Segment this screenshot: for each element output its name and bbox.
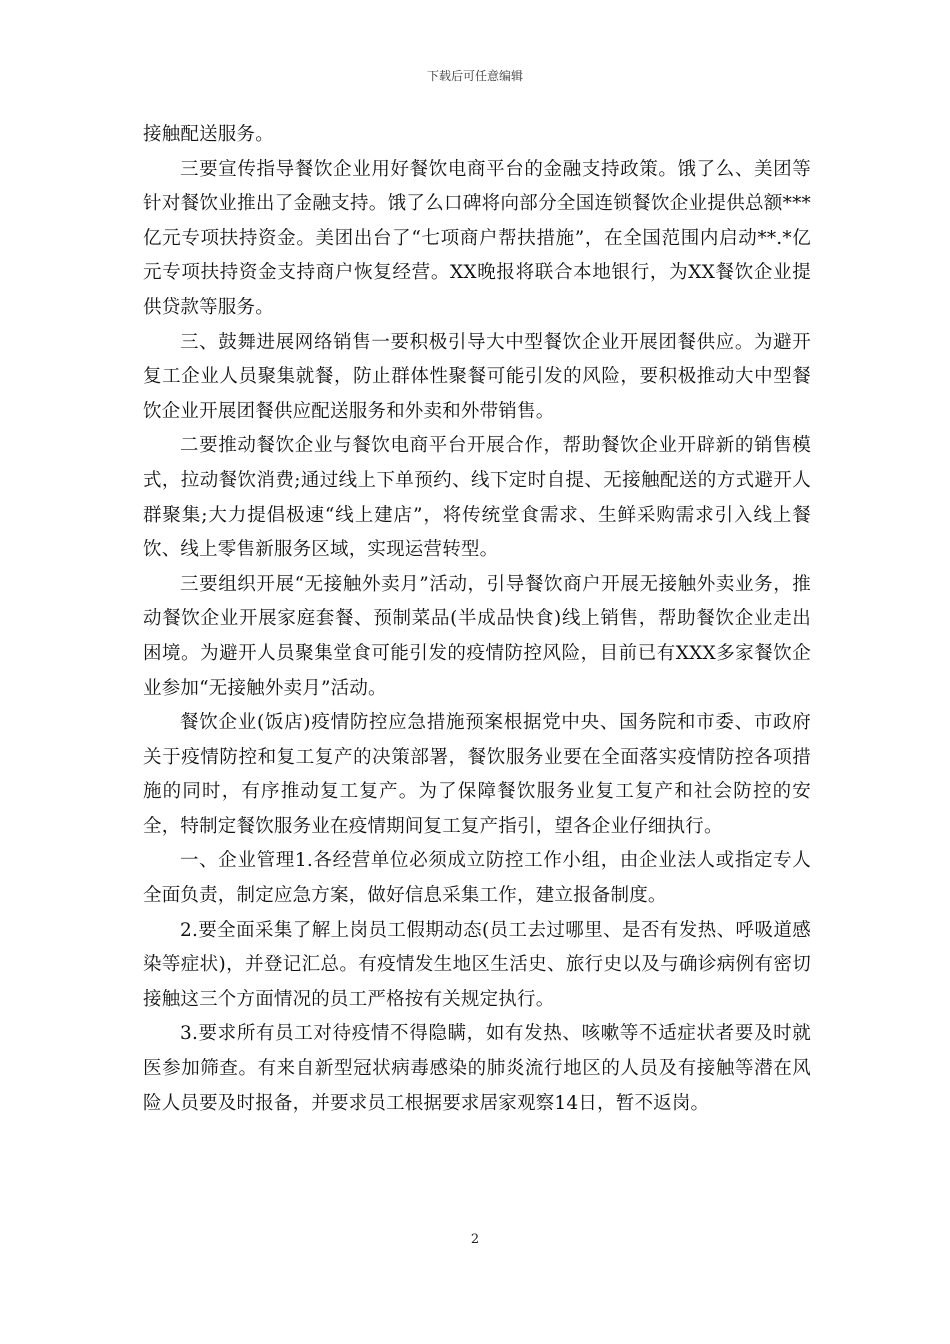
- paragraph-1: 接触配送服务。: [143, 124, 274, 145]
- paragraph-3: 三、鼓舞进展网络销售一要积极引导大中型餐饮企业开展团餐供应。为避开复工企业人员聚集就餐，防止群体性聚餐可能引发的风险，要积极推动大中型餐饮企业开展团餐供应配送服务和外卖和外带销售。: [143, 331, 811, 422]
- page-header: 下载后可任意编辑: [426, 69, 523, 83]
- paragraph-5: 三要组织开展“无接触外卖月”活动，引导餐饮商户开展无接触外卖业务，推动餐饮企业开展家庭套餐、预制菜品(半成品快食)线上销售，帮助餐饮企业走出困境。为避开人员聚集堂食可能引发的疫情防控风险，目前已有XXX多家餐饮企业参加“无接触外卖月”活动。: [143, 573, 811, 699]
- paragraph-4: 二要推动餐饮企业与餐饮电商平台开展合作，帮助餐饮企业开辟新的销售模式，拉动餐饮消费;通过线上下单预约、线下定时自提、无接触配送的方式避开人群聚集;大力提倡极速“线上建店”，将传统堂食需求、生鲜采购需求引入线上餐饮、线上零售新服务区域，实现运营转型。: [143, 435, 811, 561]
- paragraph-9: 3.要求所有员工对待疫情不得隐瞒，如有发热、咳嗽等不适症状者要及时就医参加筛查。有来自新型冠状病毒感染的肺炎流行地区的人员及有接触等潜在风险人员要及时报备，并要求员工根据要求居家观察14日，暂不返岗。: [143, 1023, 811, 1114]
- document-body: [143, 118, 811, 1121]
- paragraph-8: 2.要全面采集了解上岗员工假期动态(员工去过哪里、是否有发热、呼吸道感染等症状)，并登记汇总。有疫情发生地区生活史、旅行史以及与确诊病例有密切接触这三个方面情况的员工严格按有关规定执行。: [143, 919, 811, 1010]
- paragraph-7: 一、企业管理1.各经营单位必须成立防控工作小组，由企业法人或指定专人全面负责，制定应急方案，做好信息采集工作，建立报备制度。: [143, 850, 811, 907]
- paragraph-6: 餐饮企业(饭店)疫情防控应急措施预案根据党中央、国务院和市委、市政府关于疫情防控和复工复产的决策部署，餐饮服务业要在全面落实疫情防控各项措施的同时，有序推动复工复产。为了保障餐饮服务业复工复产和社会防控的安全，特制定餐饮服务业在疫情期间复工复产指引，望各企业仔细执行。: [143, 712, 811, 837]
- paragraph-2: 三要宣传指导餐饮企业用好餐饮电商平台的金融支持政策。饿了么、美团等针对餐饮业推出了金融支持。饿了么口碑将向部分全国连锁餐饮企业提供总额***亿元专项扶持资金。美团出台了“七项商户帮扶措施”，在全国范围内启动**.*亿元专项扶持资金支持商户恢复经营。XX晚报将联合本地银行，为XX餐饮企业提供贷款等服务。: [143, 158, 811, 318]
- page-number: 2: [470, 1232, 480, 1247]
